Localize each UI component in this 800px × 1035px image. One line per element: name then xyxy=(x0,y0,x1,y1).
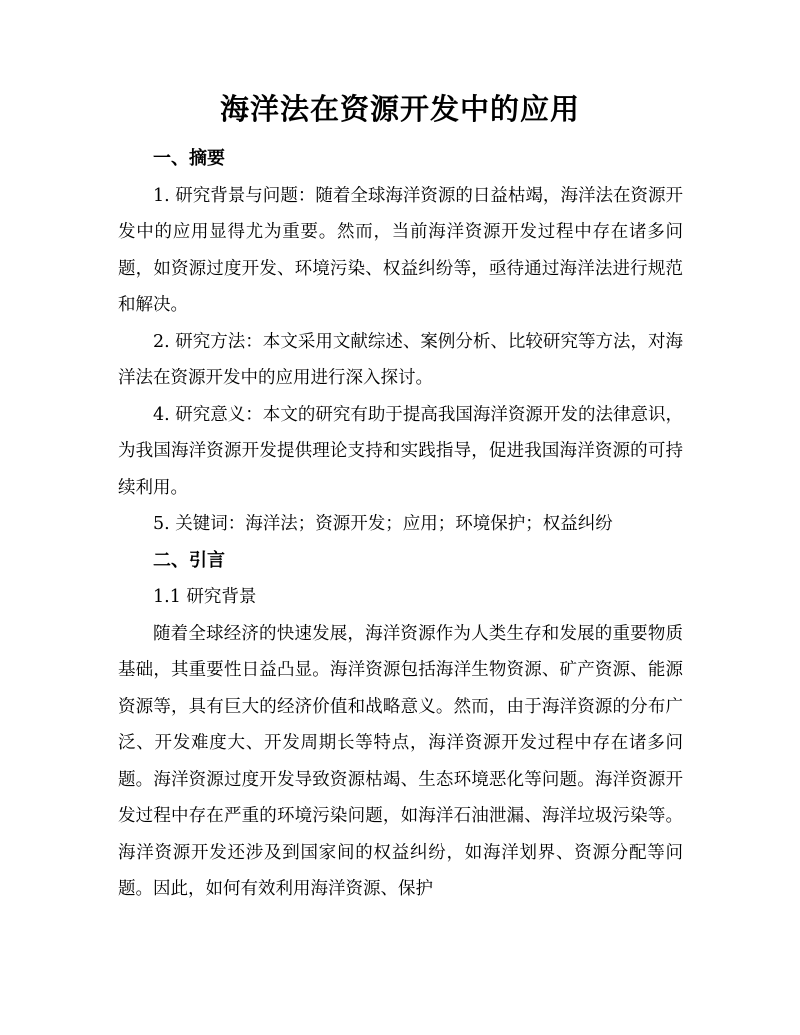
section-heading-intro: 二、引言 xyxy=(153,549,225,571)
document-title: 海洋法在资源开发中的应用 xyxy=(219,92,580,126)
document-body xyxy=(118,141,683,908)
section-heading-abstract: 一、摘要 xyxy=(153,148,225,169)
subsection-heading-background: 1.1 研究背景 xyxy=(153,587,257,607)
abstract-item-method: 2. 研究方法：本文采用文献综述、案例分析、比较研究等方法，对海洋法在资源开发中的应用进行深入探讨。 xyxy=(118,331,683,388)
abstract-item-background: 1. 研究背景与问题：随着全球海洋资源的日益枯竭，海洋法在资源开发中的应用显得尤为重要。然而，当前海洋资源开发过程中存在诸多问题，如资源过度开发、环境污染、权益纠纷等，亟待通过海洋法进行规范和解决。 xyxy=(118,185,683,315)
intro-paragraph: 随着全球经济的快速发展，海洋资源作为人类生存和发展的重要物质基础，其重要性日益凸显。海洋资源包括海洋生物资源、矿产资源、能源资源等，具有巨大的经济价值和战略意义。然而，由于海洋资源的分布广泛、开发难度大、开发周期长等特点，海洋资源开发过程中存在诸多问题。海洋资源过度开发导致资源枯竭、生态环境恶化等问题。海洋资源开发过程中存在严重的环境污染问题，如海洋石油泄漏、海洋垃圾污染等。海洋资源开发还涉及到国家间的权益纠纷，如海洋划界、资源分配等问题。因此，如何有效利用海洋资源、保护 xyxy=(118,623,683,899)
abstract-item-significance: 4. 研究意义：本文的研究有助于提高我国海洋资源开发的法律意识，为我国海洋资源开发提供理论支持和实践指导，促进我国海洋资源的可持续利用。 xyxy=(118,404,683,498)
abstract-item-keywords: 5. 关键词：海洋法；资源开发；应用；环境保护；权益纠纷 xyxy=(153,514,613,534)
